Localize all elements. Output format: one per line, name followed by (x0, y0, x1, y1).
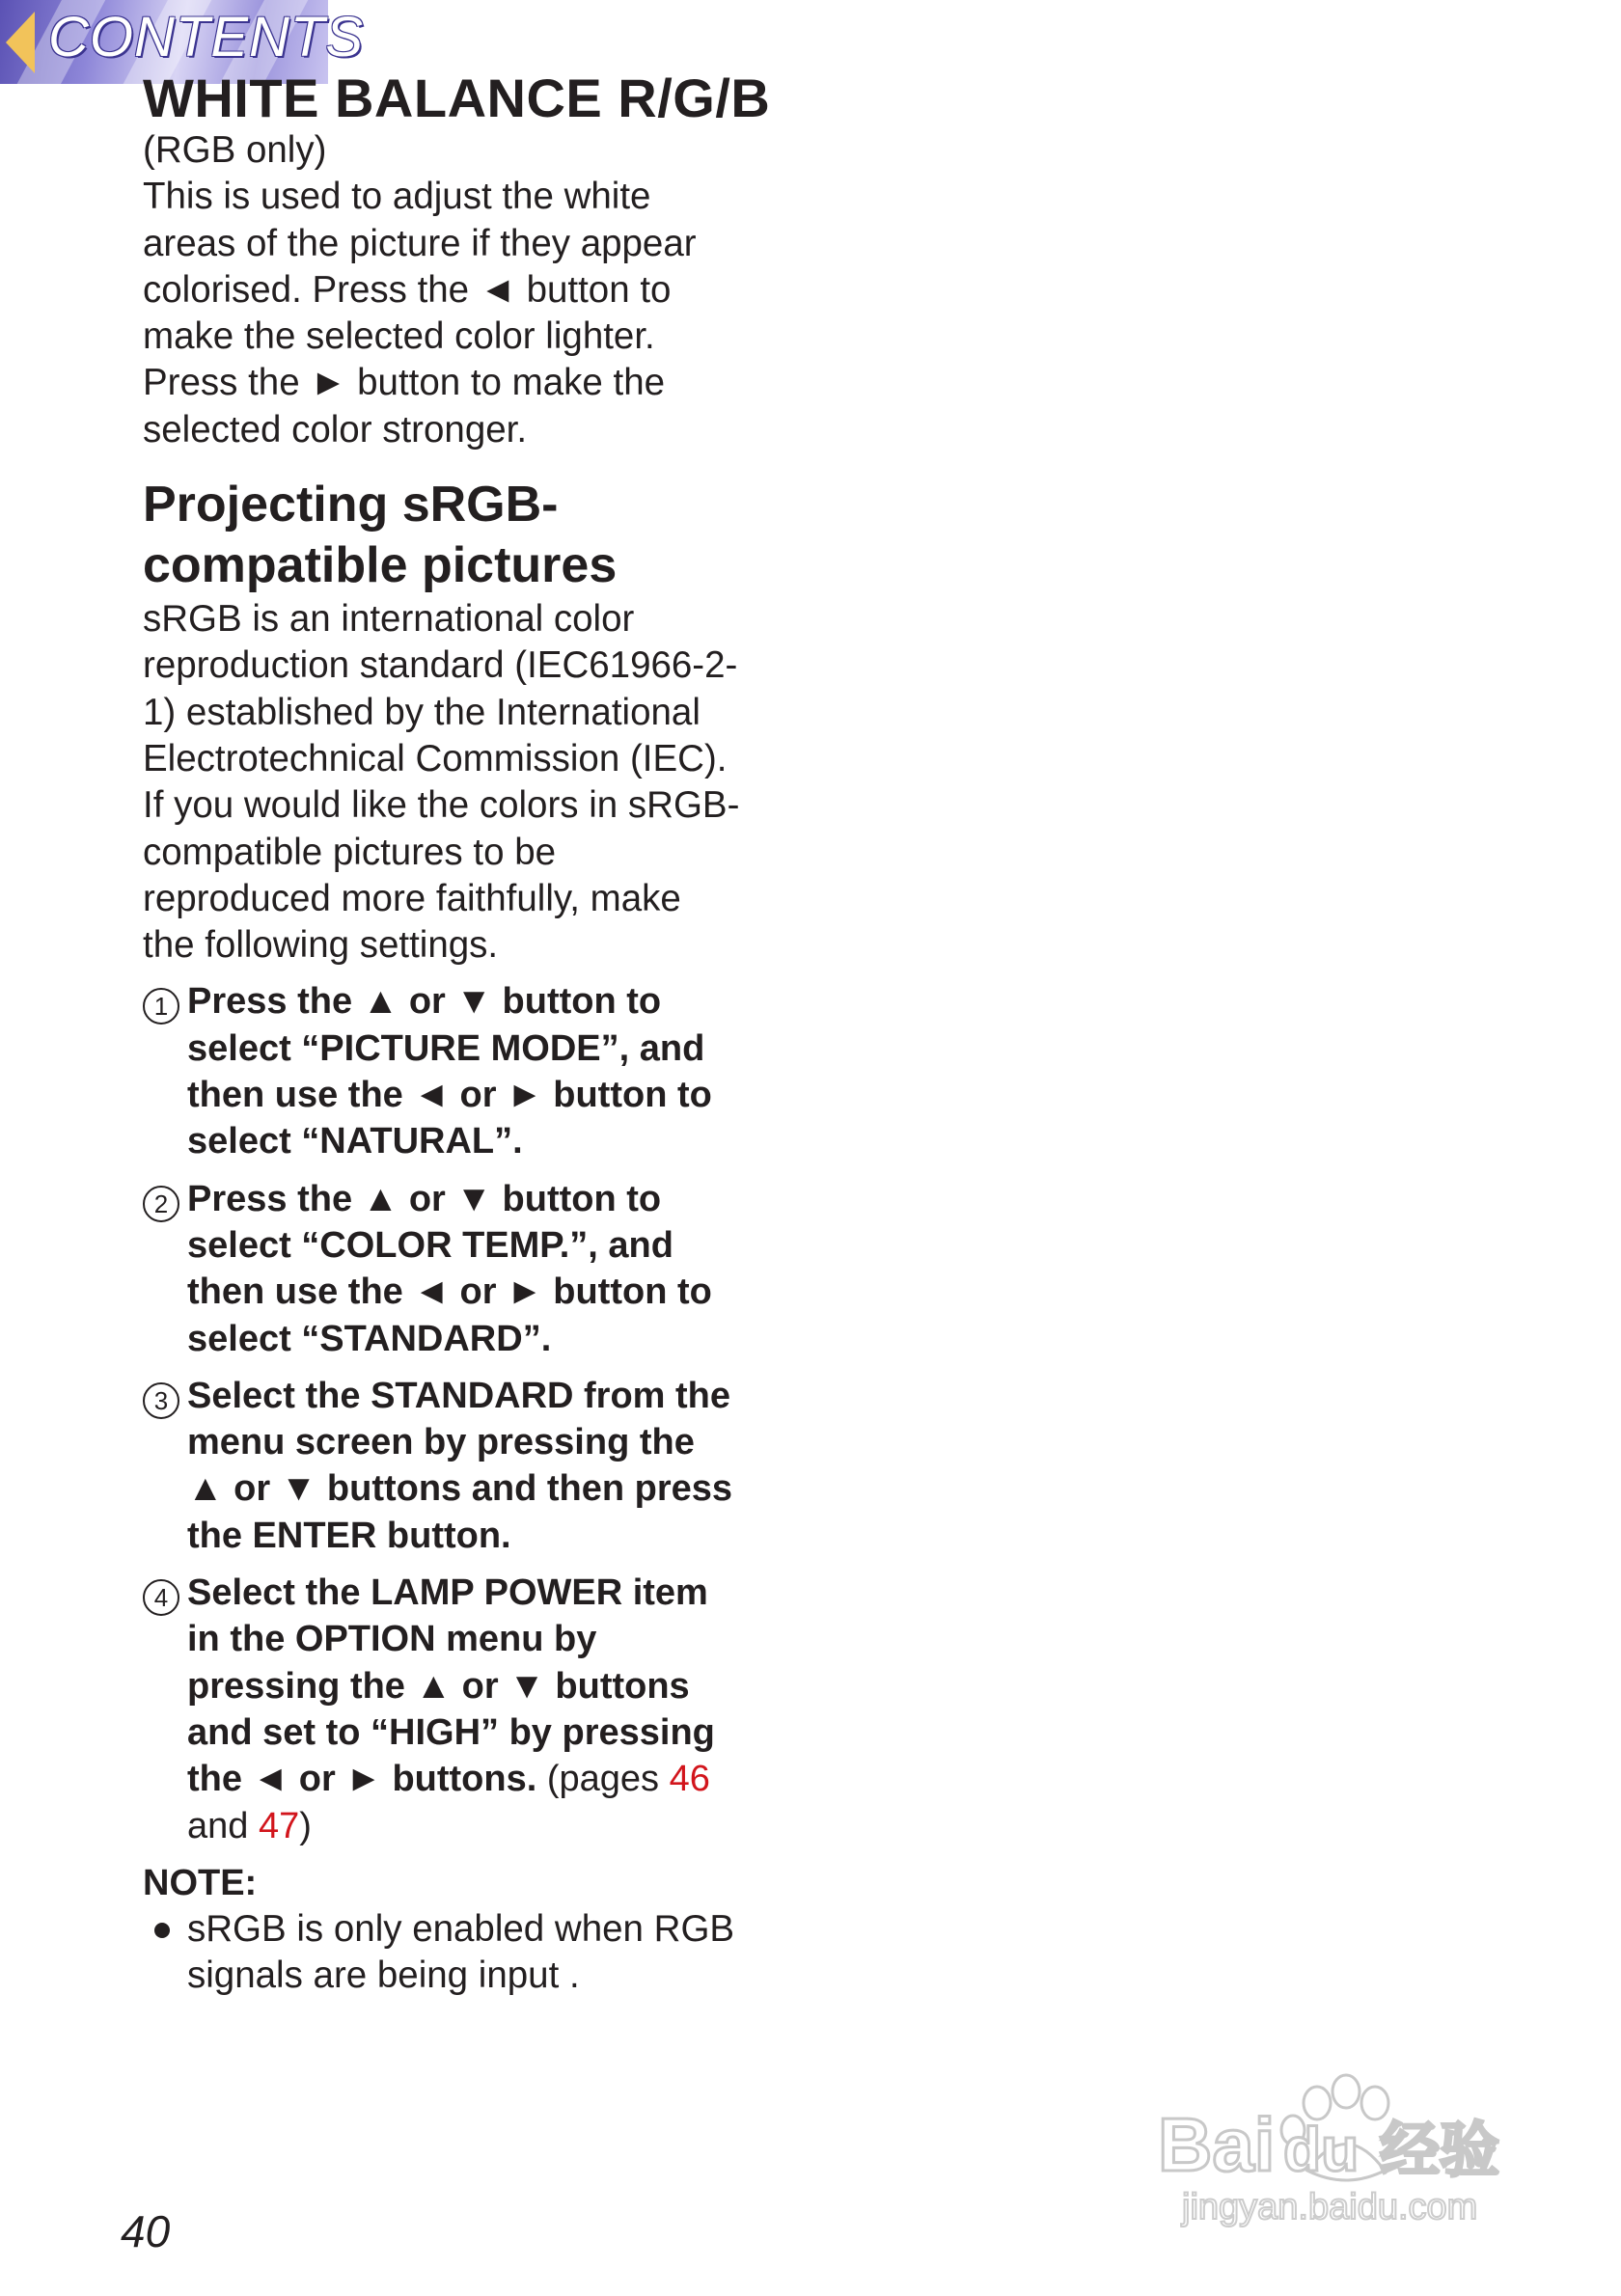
step-line: select “NATURAL”. (187, 1121, 523, 1162)
step-text (187, 981, 712, 1162)
page-ref-and: and (187, 1805, 259, 1846)
srgb-intro (143, 596, 780, 969)
contents-label[interactable]: CONTENTS (48, 6, 364, 68)
svg-text:Bai: Bai (1158, 2102, 1276, 2187)
step-item (143, 978, 780, 1164)
body-line: colorised. Press the ◄ button to (143, 268, 672, 311)
step-line: ▲ or ▼ buttons and then press (187, 1468, 733, 1510)
srgb-section (143, 475, 780, 1999)
step-item (143, 1570, 780, 1849)
step-text (187, 1179, 712, 1359)
body-line: the following settings. (143, 924, 499, 967)
back-arrow-icon[interactable] (6, 12, 35, 73)
step-line: then use the ◄ or ► button to (187, 1075, 712, 1116)
white-balance-heading: WHITE BALANCE R/G/B (143, 68, 771, 128)
step-line: Select the STANDARD from the (187, 1375, 731, 1416)
note-item (143, 1906, 780, 2000)
step-line: the ENTER button. (187, 1515, 511, 1556)
bullet-icon (154, 1923, 170, 1938)
step-item (143, 1373, 780, 1559)
step-line: select “STANDARD”. (187, 1318, 552, 1359)
step-line: pressing the ▲ or ▼ buttons (187, 1665, 690, 1707)
steps-list (143, 978, 780, 1848)
body-line: selected color stronger. (143, 408, 528, 451)
page-number: 40 (121, 2206, 171, 2256)
baidu-watermark-logo (1148, 2064, 1534, 2238)
step-line: Press the ▲ or ▼ button to (187, 981, 662, 1023)
step-number-icon: 3 (143, 1382, 179, 1419)
page-ref-suffix: ) (299, 1805, 312, 1846)
body-line: This is used to adjust the white (143, 176, 651, 218)
step-line: then use the ◄ or ► button to (187, 1271, 712, 1313)
body-line: reproduction standard (IEC61966-2- (143, 644, 738, 687)
heading-line: compatible pictures (143, 537, 618, 594)
body-line: areas of the picture if they appear (143, 222, 697, 264)
svg-text:经验: 经验 (1380, 2118, 1500, 2184)
step-line: select “PICTURE MODE”, and (187, 1027, 705, 1069)
white-balance-qualifier: (RGB only) (143, 129, 327, 171)
body-line: Electrotechnical Commission (IEC). (143, 737, 728, 779)
step-item (143, 1176, 780, 1362)
srgb-heading (143, 475, 780, 596)
white-balance-body (143, 174, 780, 453)
notes-list (143, 1906, 780, 2000)
body-line: Press the ► button to make the (143, 362, 666, 404)
body-line: compatible pictures to be (143, 831, 557, 873)
page-ref-prefix: (pages (536, 1759, 670, 1800)
note-line: signals are being input . (187, 1954, 580, 1997)
white-balance-section (143, 69, 780, 453)
step-line: and set to “HIGH” by pressing (187, 1711, 715, 1753)
body-line: reproduced more faithfully, make (143, 877, 681, 919)
svg-text:jingyan.baidu.com: jingyan.baidu.com (1182, 2187, 1478, 2228)
step-number-icon: 2 (143, 1186, 179, 1222)
svg-text:du: du (1283, 2115, 1360, 2184)
step-line: the ◄ or ► buttons. (187, 1759, 537, 1800)
note-title: NOTE: (143, 1862, 258, 1903)
heading-line: Projecting sRGB- (143, 477, 559, 533)
step-line: Press the ▲ or ▼ button to (187, 1178, 662, 1219)
step-line: in the OPTION menu by (187, 1619, 597, 1660)
body-line: 1) established by the International (143, 691, 701, 733)
step-text (187, 1376, 732, 1556)
step-line: Select the LAMP POWER item (187, 1572, 708, 1614)
step-number-icon: 1 (143, 988, 179, 1025)
step-line: select “COLOR TEMP.”, and (187, 1224, 673, 1266)
note-line: sRGB is only enabled when RGB (187, 1907, 735, 1950)
step-number-icon: 4 (143, 1579, 179, 1616)
step-line: menu screen by pressing the (187, 1422, 695, 1463)
body-line: make the selected color lighter. (143, 315, 655, 358)
main-column (143, 69, 780, 1999)
body-line: sRGB is an international color (143, 598, 635, 641)
body-line: If you would like the colors in sRGB- (143, 784, 740, 827)
page-link-47[interactable]: 47 (258, 1805, 300, 1846)
page-link-46[interactable]: 46 (669, 1759, 710, 1800)
